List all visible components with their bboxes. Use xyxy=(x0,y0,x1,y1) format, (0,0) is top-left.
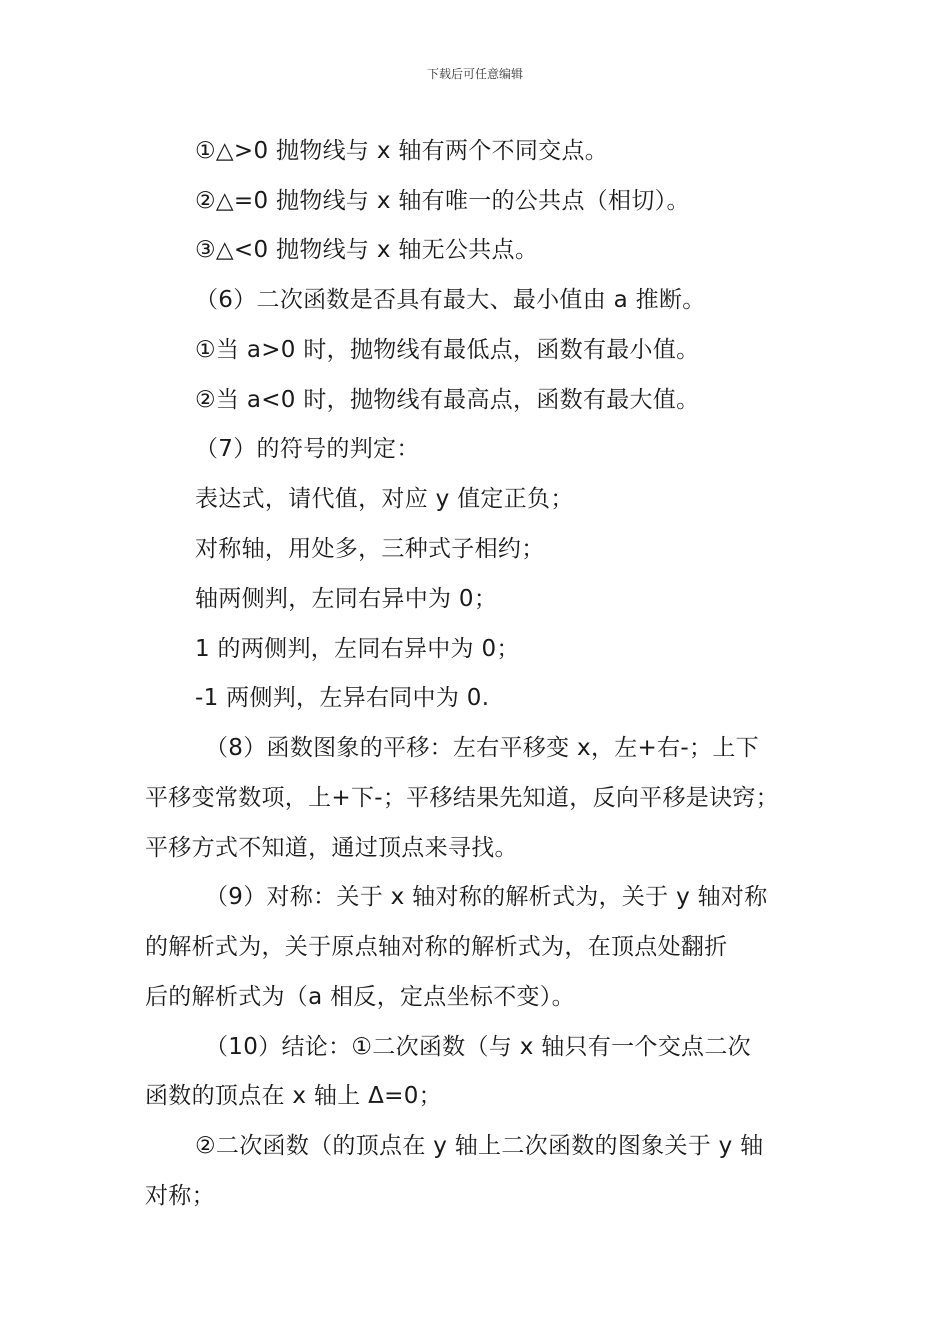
text-line: ②△=0 抛物线与 x 轴有唯一的公共点（相切）。 xyxy=(195,188,690,214)
text-line: ①当 a>0 时，抛物线有最低点，函数有最小值。 xyxy=(195,337,700,363)
text-line: ②二次函数（的顶点在 y 轴上二次函数的图象关于 y 轴 xyxy=(195,1133,764,1159)
text-line: （6）二次函数是否具有最大、最小值由 a 推断。 xyxy=(195,287,706,313)
text-line: 平移变常数项，上+下-；平移结果先知道，反向平移是诀窍； xyxy=(145,785,779,811)
text-line: ①△>0 抛物线与 x 轴有两个不同交点。 xyxy=(195,138,609,164)
text-line: 函数的顶点在 x 轴上 Δ=0； xyxy=(145,1083,442,1109)
text-line: （7）的符号的判定： xyxy=(195,436,420,462)
text-line: -1 两侧判，左异右同中为 0. xyxy=(195,685,490,711)
text-line: （10）结论：①二次函数（与 x 轴只有一个交点二次 xyxy=(205,1034,751,1060)
text-line: （8）函数图象的平移：左右平移变 x，左+右-；上下 xyxy=(205,735,759,761)
text-line: 轴两侧判，左同右异中为 0； xyxy=(195,586,498,612)
text-line: 1 的两侧判，左同右异中为 0； xyxy=(195,636,520,662)
text-line: 平移方式不知道，通过顶点来寻找。 xyxy=(145,835,518,861)
text-line: 的解析式为，关于原点轴对称的解析式为，在顶点处翻折 xyxy=(145,934,728,960)
text-line: 后的解析式为（a 相反，定点坐标不变）。 xyxy=(145,984,575,1010)
page-header: 下载后可任意编辑 xyxy=(426,67,523,81)
text-line: ③△<0 抛物线与 x 轴无公共点。 xyxy=(195,237,539,263)
text-line: 对称轴，用处多，三种式子相约； xyxy=(195,536,545,562)
text-line: （9）对称：关于 x 轴对称的解析式为，关于 y 轴对称 xyxy=(205,884,768,910)
text-line: ②当 a<0 时，抛物线有最高点，函数有最大值。 xyxy=(195,387,700,413)
text-line: 表达式，请代值，对应 y 值定正负； xyxy=(195,486,574,512)
text-line: 对称； xyxy=(145,1183,215,1209)
